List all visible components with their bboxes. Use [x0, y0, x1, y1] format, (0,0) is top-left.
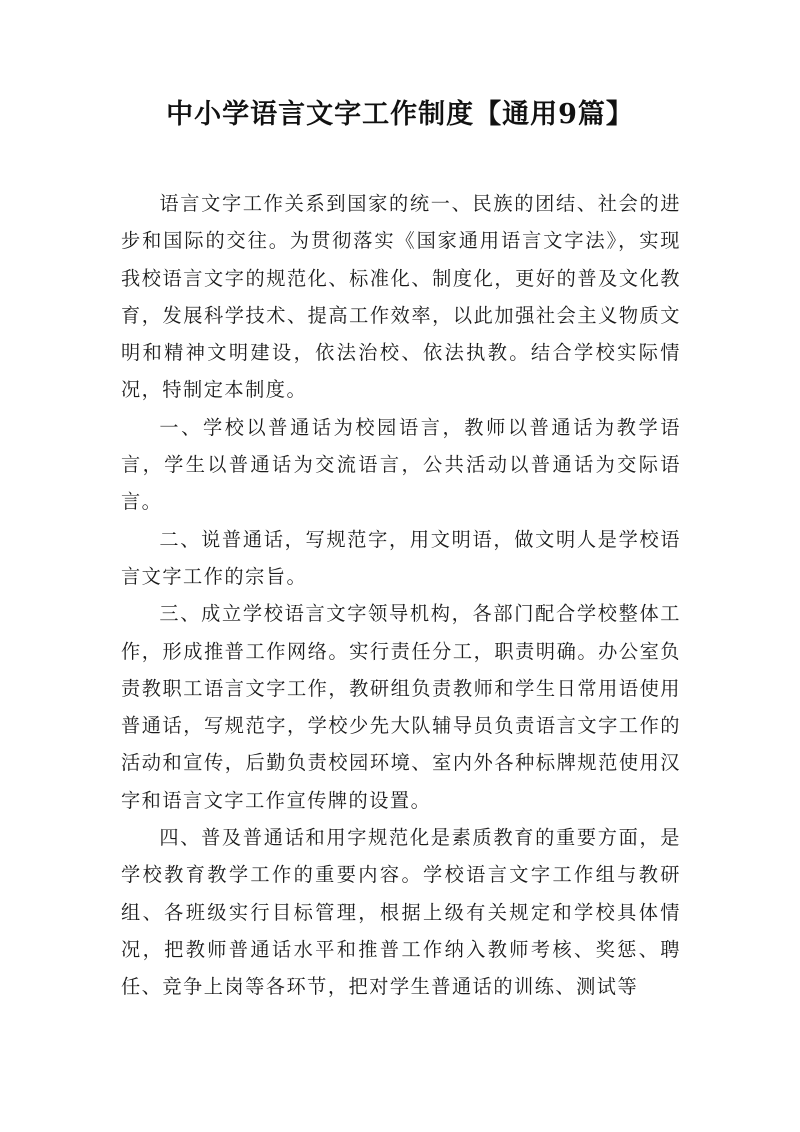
paragraph-intro: 语言文字工作关系到国家的统一、民族的团结、社会的进步和国际的交往。为贯彻落实《国家通用语言文字法》，实现我校语言文字的规范化、标准化、制度化，更好的普及文化教育，发展科学技术、提高工作效率，以此加强社会主义物质文明和精神文明建设，依法治校、依法执教。结合学校实际情况，特制定本制度。 — [121, 192, 681, 402]
paragraph-item-1: 一、学校以普通话为校园语言，教师以普通话为教学语言，学生以普通话为交流语言，公共活动以普通话为交际语言。 — [121, 415, 681, 514]
document-title: 中小学语言文字工作制度【通用9篇】 — [166, 99, 634, 130]
paragraph-item-3: 三、成立学校语言文字领导机构，各部门配合学校整体工作，形成推普工作网络。实行责任分工，职责明确。办公室负责教职工语言文字工作，教研组负责教师和学生日常用语使用普通话，写规范字，学校少先大队辅导员负责语言文字工作的活动和宣传，后勤负责校园环境、室内外各种标牌规范使用汉字和语言文字工作宣传牌的设置。 — [121, 602, 681, 812]
document-body — [121, 185, 681, 1006]
paragraph-item-4: 四、普及普通话和用字规范化是素质教育的重要方面，是学校教育教学工作的重要内容。学校语言文字工作组与教研组、各班级实行目标管理，根据上级有关规定和学校具体情况，把教师普通话水平和推普工作纳入教师考核、奖惩、聘任、竞争上岗等各环节，把对学生普通话的训练、测试等 — [121, 826, 681, 999]
paragraph-item-2: 二、说普通话，写规范字，用文明语，做文明人是学校语言文字工作的宗旨。 — [121, 527, 681, 588]
